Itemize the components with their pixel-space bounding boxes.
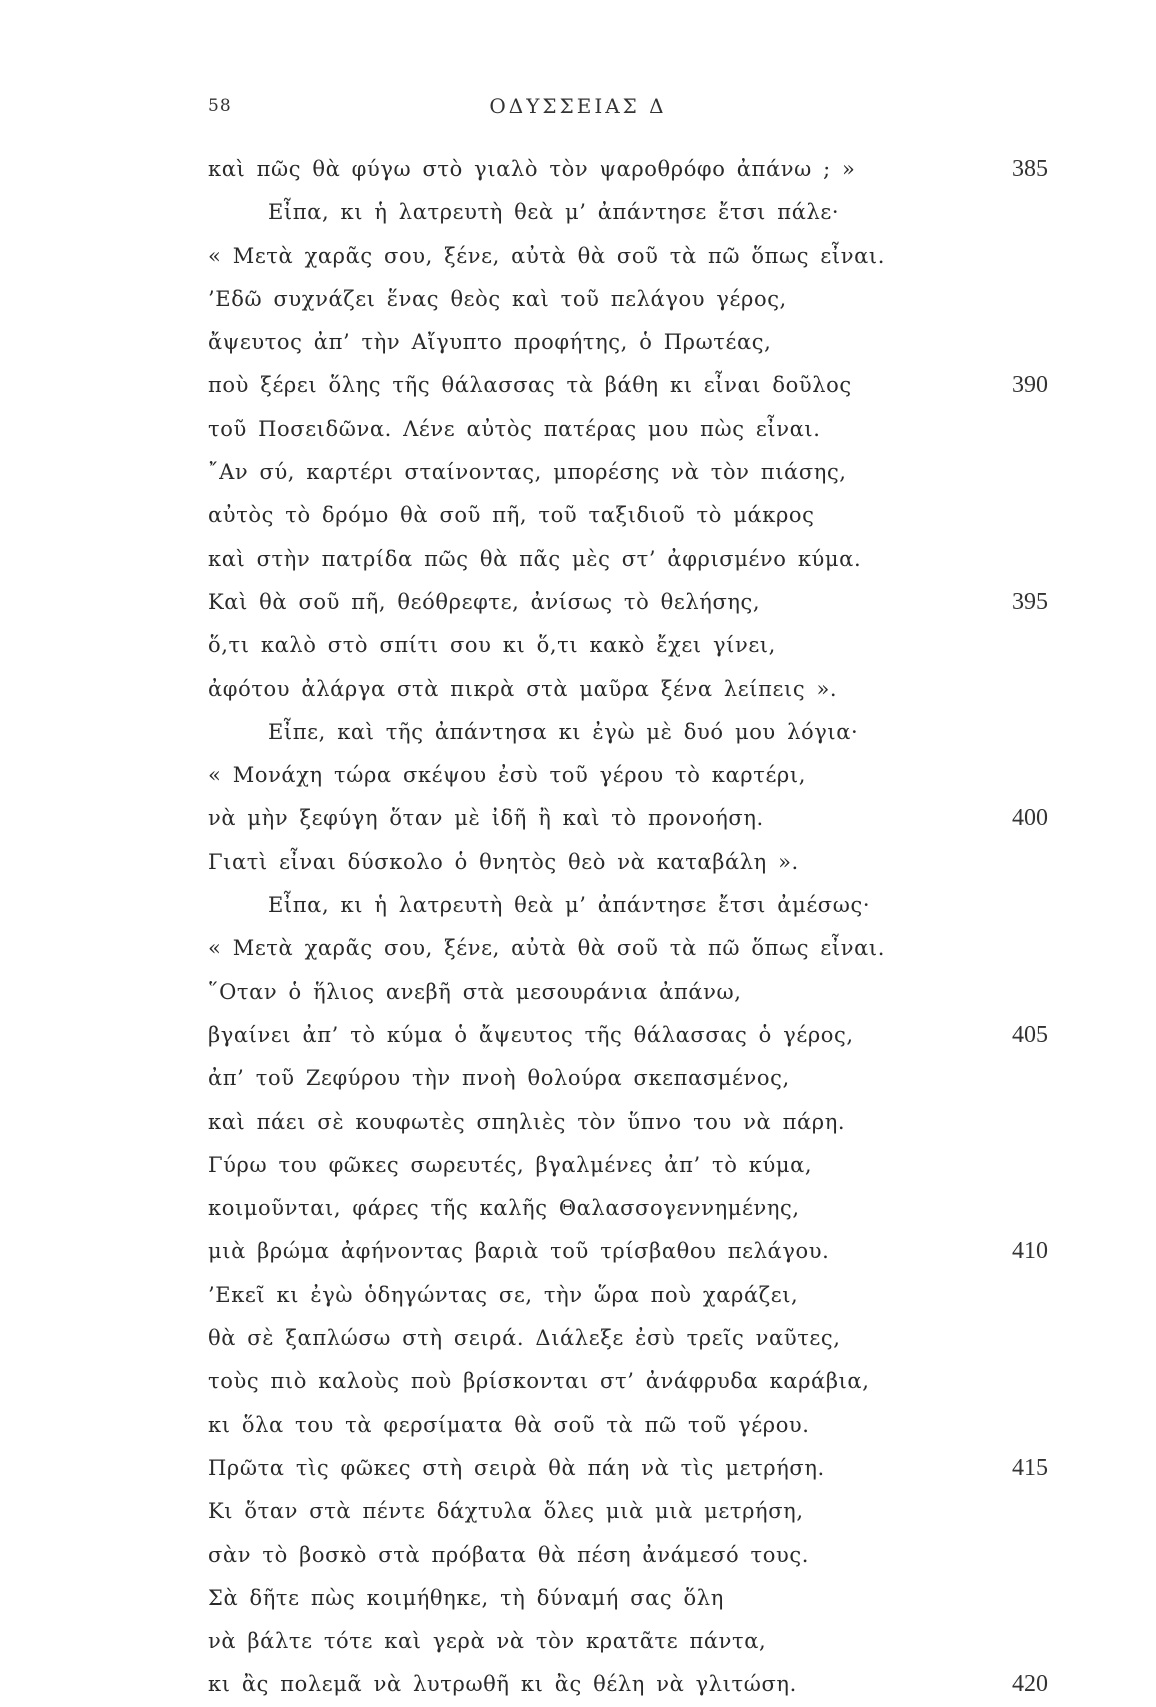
verse-line xyxy=(208,451,1048,494)
line-number: 400 xyxy=(1012,805,1048,832)
verse-line xyxy=(208,927,1048,970)
line-number: 405 xyxy=(1012,1021,1048,1048)
line-number: 415 xyxy=(1012,1454,1048,1481)
verse-text: Πρῶτα τὶς φῶκες στὴ σειρὰ θὰ πάη νὰ τὶς μετρήση. xyxy=(208,1455,825,1480)
verse-line xyxy=(208,971,1048,1014)
verse-text: ὅ,τι καλὸ στὸ σπίτι σου κι ὅ,τι κακὸ ἔχει γίνει, xyxy=(208,633,776,658)
verse-text: καὶ πῶς θὰ φύγω στὸ γιαλὸ τὸν ψαροθρόφο ἀπάνω ; » xyxy=(208,157,856,181)
verse-text: ῎Αν σύ, καρτέρι σταίνοντας, μπορέσης νὰ τὸν πιάσης, xyxy=(208,460,847,485)
verse-line xyxy=(208,884,1048,927)
verse-line xyxy=(208,668,1048,711)
verse-line xyxy=(208,797,1048,840)
verse-text: καὶ στὴν πατρίδα πῶς θὰ πᾶς μὲς στ’ ἀφρισμένο κύμα. xyxy=(208,546,862,571)
verse-text: νὰ βάλτε τότε καὶ γερὰ νὰ τὸν κρατᾶτε πάντα, xyxy=(208,1629,767,1654)
verse-line xyxy=(208,321,1048,364)
verse-line xyxy=(208,1490,1048,1533)
verse-line xyxy=(208,235,1048,278)
verse-block xyxy=(208,148,1048,1707)
verse-text: κι ὅλα του τὰ φερσίματα θὰ σοῦ τὰ πῶ τοῦ γέρου. xyxy=(208,1412,810,1437)
line-number: 385 xyxy=(1012,156,1048,182)
verse-text: βγαίνει ἀπ’ τὸ κύμα ὁ ἄψευτος τῆς θάλασσας ὁ γέρος, xyxy=(208,1022,854,1047)
verse-line xyxy=(208,754,1048,797)
verse-text: ῞Οταν ὁ ἥλιος ανεβῆ στὰ μεσουράνια ἀπάνω, xyxy=(208,979,742,1004)
verse-text: Κι ὅταν στὰ πέντε δάχτυλα ὅλες μιὰ μιὰ μετρήση, xyxy=(208,1499,804,1524)
verse-text: ἄψευτος ἀπ’ τὴν Αἴγυπτο προφήτης, ὁ Πρωτέας, xyxy=(208,330,772,355)
verse-line xyxy=(208,1317,1048,1360)
verse-text: μιὰ βρώμα ἀφήνοντας βαριὰ τοῦ τρίσβαθου πελάγου. xyxy=(208,1239,830,1264)
verse-line xyxy=(208,624,1048,667)
verse-text: Σὰ δῆτε πὼς κοιμήθηκε, τὴ δύναμή σας ὅλη xyxy=(208,1585,724,1610)
line-number: 395 xyxy=(1012,588,1048,615)
line-number: 410 xyxy=(1012,1238,1048,1265)
verse-text: ποὺ ξέρει ὅλης τῆς θάλασσας τὰ βάθη κι εἶναι δοῦλος xyxy=(208,373,852,398)
verse-line xyxy=(208,538,1048,581)
verse-text: Εἶπα, κι ἡ λατρευτὴ θεὰ μ’ ἀπάντησε ἔτσι πάλε· xyxy=(268,200,840,225)
verse-line xyxy=(208,1274,1048,1317)
verse-line xyxy=(208,364,1048,407)
verse-text: θὰ σὲ ξαπλώσω στὴ σειρά. Διάλεξε ἐσὺ τρεῖς ναῦτες, xyxy=(208,1326,841,1351)
verse-line xyxy=(208,148,1048,191)
verse-text: κι ἂς πολεμᾶ νὰ λυτρωθῆ κι ἂς θέλη νὰ γλιτώση. xyxy=(208,1672,797,1697)
verse-line xyxy=(208,1144,1048,1187)
verse-text: ’Εκεῖ κι ἐγὼ ὁδηγώντας σε, τὴν ὥρα ποὺ χαράζει, xyxy=(208,1282,799,1307)
line-number: 420 xyxy=(1012,1671,1048,1698)
verse-line xyxy=(208,1577,1048,1620)
verse-text: ἀπ’ τοῦ Ζεφύρου τὴν πνοὴ θολούρα σκεπασμένος, xyxy=(208,1066,790,1091)
verse-text: σὰν τὸ βοσκὸ στὰ πρόβατα θὰ πέση ἀνάμεσό τους. xyxy=(208,1542,809,1567)
verse-line xyxy=(208,191,1048,234)
verse-line xyxy=(208,278,1048,321)
verse-text: « Μονάχη τώρα σκέψου ἐσὺ τοῦ γέρου τὸ καρτέρι, xyxy=(208,763,806,788)
verse-text: τοὺς πιὸ καλοὺς ποὺ βρίσκονται στ’ ἀνάφρυδα καράβια, xyxy=(208,1369,870,1394)
verse-line xyxy=(208,1447,1048,1490)
verse-text: « Μετὰ χαρᾶς σου, ξένε, αὐτὰ θὰ σοῦ τὰ πῶ ὅπως εἶναι. xyxy=(208,936,885,961)
running-head-title: ΟΔΥΣΣΕΙΑΣ Δ xyxy=(489,94,667,118)
verse-line xyxy=(208,1230,1048,1273)
page-number: 58 xyxy=(208,96,232,116)
verse-line xyxy=(208,1620,1048,1663)
verse-line xyxy=(208,1014,1048,1057)
verse-text: Γιατὶ εἶναι δύσκολο ὁ θνητὸς θεὸ νὰ καταβάλη ». xyxy=(208,849,799,874)
verse-line xyxy=(208,1187,1048,1230)
verse-text: « Μετὰ χαρᾶς σου, ξένε, αὐτὰ θὰ σοῦ τὰ πῶ ὅπως εἶναι. xyxy=(208,243,885,268)
verse-text: Εἶπα, κι ἡ λατρευτὴ θεὰ μ’ ἀπάντησε ἔτσι ἀμέσως· xyxy=(268,893,871,918)
verse-text: ἀφότου ἀλάργα στὰ πικρὰ στὰ μαῦρα ξένα λείπεις ». xyxy=(208,676,838,701)
verse-line xyxy=(208,841,1048,884)
verse-text: καὶ πάει σὲ κουφωτὲς σπηλιὲς τὸν ὕπνο του νὰ πάρη. xyxy=(208,1109,846,1134)
verse-line xyxy=(208,581,1048,624)
verse-line xyxy=(208,711,1048,754)
verse-line xyxy=(208,1101,1048,1144)
verse-text: Γύρω του φῶκες σωρευτές, βγαλμένες ἀπ’ τὸ κύμα, xyxy=(208,1152,813,1177)
verse-text: αὐτὸς τὸ δρόμο θὰ σοῦ πῆ, τοῦ ταξιδιοῦ τὸ μάκρος xyxy=(208,503,815,528)
verse-line xyxy=(208,1534,1048,1577)
verse-line xyxy=(208,1404,1048,1447)
verse-line xyxy=(208,1360,1048,1403)
verse-text: κοιμοῦνται, φάρες τῆς καλῆς Θαλασσογεννημένης, xyxy=(208,1196,800,1221)
verse-text: Καὶ θὰ σοῦ πῆ, θεόθρεφτε, ἀνίσως τὸ θελήσης, xyxy=(208,589,761,614)
verse-text: ’Εδῶ συχνάζει ἕνας θεὸς καὶ τοῦ πελάγου γέρος, xyxy=(208,286,787,311)
verse-line xyxy=(208,408,1048,451)
verse-text: νὰ μὴν ξεφύγη ὅταν μὲ ἰδῆ ἢ καὶ τὸ προνοήση. xyxy=(208,806,764,831)
verse-text: Εἶπε, καὶ τῆς ἀπάντησα κι ἐγὼ μὲ δυό μου λόγια· xyxy=(268,719,859,744)
line-number: 390 xyxy=(1012,372,1048,399)
verse-line xyxy=(208,1057,1048,1100)
verse-text: τοῦ Ποσειδῶνα. Λένε αὐτὸς πατέρας μου πὼς εἶναι. xyxy=(208,416,821,441)
verse-line xyxy=(208,494,1048,537)
verse-line xyxy=(208,1663,1048,1706)
